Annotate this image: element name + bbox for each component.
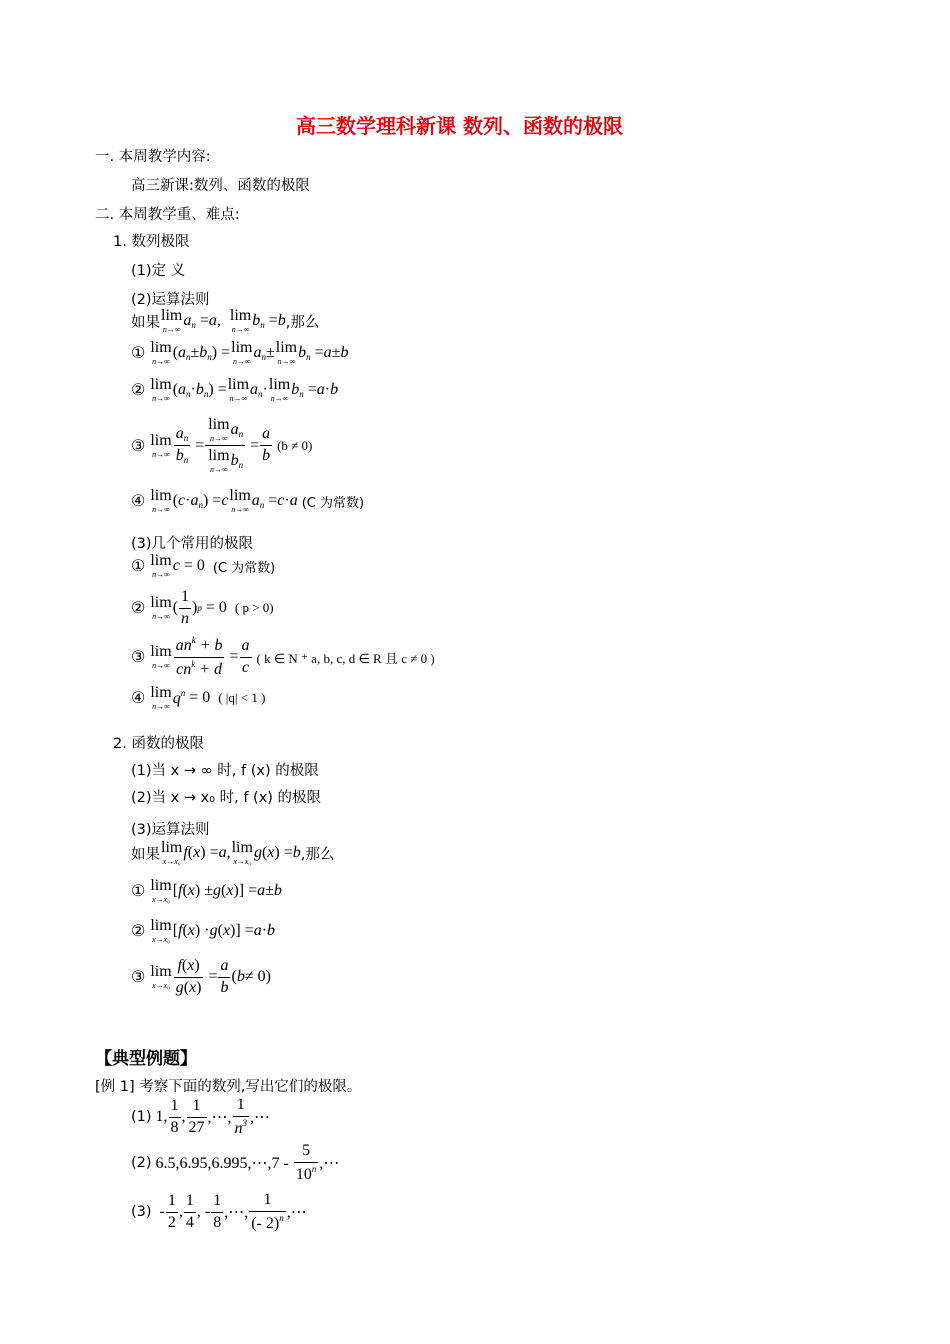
part1-item2: (2)运算法则 xyxy=(131,292,210,308)
part2-item3: (3)运算法则 xyxy=(131,822,210,838)
common-limit-2: ② lim n→∞ ( $\frac{1}{n}$ ) p = 0 ( p > 0) xyxy=(131,588,274,627)
common-limit-3: ③ lim n→∞ $\frac{an^k + b}{cn^k + d}$ = $\frac{a}{c}$ ( k ∈ N ⁺ a, b, c, d ∈ R 且 c ≠ 0 ) xyxy=(131,635,435,678)
sequence-rule-4: ④ lim n→∞ ( c · $a_n$ ) = c lim n→∞ $a_n$ = c · a (C 为常数) xyxy=(131,487,365,514)
example1-text: [例 1] 考察下面的数列,写出它们的极限。 xyxy=(95,1079,362,1095)
common-limit-4: ④ lim n→∞ $q^n$ = 0 ( |q| < 1 ) xyxy=(131,684,266,711)
page-title: 高三数学理科新课 数列、函数的极限 xyxy=(296,114,623,138)
part1-heading: 1. 数列极限 xyxy=(113,234,190,250)
sequence-rule-2: ② lim n→∞ ( $a_n$ · $b_n$ ) = lim n→∞ $a_n$ · lim n→∞ $b_n$ = a · b xyxy=(131,376,339,403)
function-premise: 如果 lim x→x₀ f ( x ) = a , lim x→x₀ g ( x ) = b ,那么 xyxy=(131,839,335,866)
sequence-rule-3: ③ lim n→∞ $\frac{a_n}{b_n}$ = lim n→∞ $a_n$ lim n→∞ $b_n$ = $\frac{a}{b}$ (b ≠ 0) xyxy=(131,416,313,474)
examples-heading: 【典型例题】 xyxy=(95,1049,197,1069)
example1-seq2: (2) 6.5,6.95,6.995,⋯,7 - $\frac{5}{10^n}$ ,⋯ xyxy=(131,1142,340,1183)
part2-item1: (1)当 x → ∞ 时, f (x) 的极限 xyxy=(131,763,319,779)
section1-content: 高三新课:数列、函数的极限 xyxy=(131,178,310,194)
part2-heading: 2. 函数的极限 xyxy=(113,736,204,752)
section1-heading: 一. 本周教学内容: xyxy=(95,149,211,165)
section2-heading: 二. 本周教学重、难点: xyxy=(95,207,240,223)
part2-item2: (2)当 x → x₀ 时, f (x) 的极限 xyxy=(131,790,322,806)
sequence-rule-1: ① lim n→∞ ( $a_n$ ± $b_n$ ) = lim n→∞ $a_n$ ± lim n→∞ $b_n$ = a ± b xyxy=(131,339,349,366)
sequence-premise: 如果 lim n→∞ $a_n$ = a , lim n→∞ $b_n$ = b ,那么 xyxy=(131,307,320,334)
function-rule-2: ② lim x→x₀ [ f ( x ) · g ( x )] = a · b xyxy=(131,917,276,944)
function-rule-3: ③ lim x→x₀ $\frac{f(x)}{g(x)}$ = $\frac{a}{b}$ ( b ≠ 0) xyxy=(131,957,271,996)
common-limit-1: ① lim n→∞ c = 0 (C 为常数) xyxy=(131,552,276,579)
function-rule-1: ① lim x→x₀ [ f ( x ) ± g ( x )] = a ± b xyxy=(131,877,282,904)
part1-item1: (1)定 义 xyxy=(131,263,186,279)
example1-seq3: (3) - $\frac{1}{2}$ , $\frac{1}{4}$ , - $\frac{1}{8}$ ,⋯, $\frac{1}{(- 2)^n}$ ,⋯ xyxy=(131,1191,307,1232)
part1-item3: (3)几个常用的极限 xyxy=(131,536,254,552)
example1-seq1: (1) 1, $\frac{1}{8}$ , $\frac{1}{27}$ ,⋯, $\frac{1}{n^3}$ ,⋯ xyxy=(131,1096,271,1137)
